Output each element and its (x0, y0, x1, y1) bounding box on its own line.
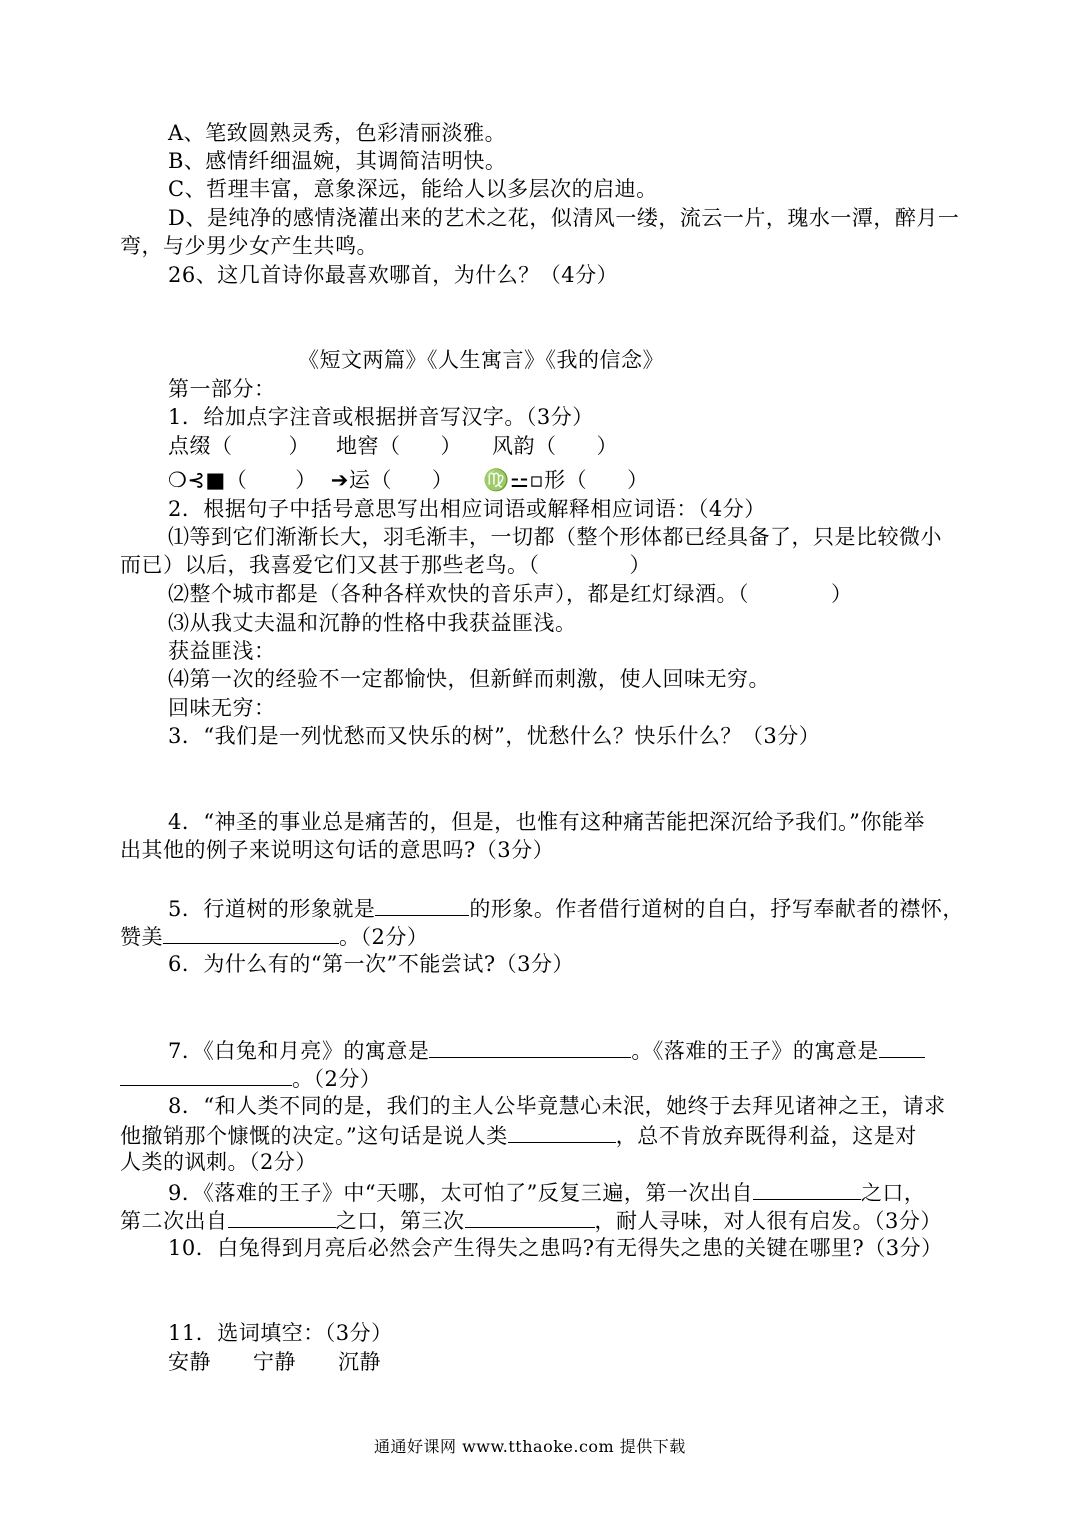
question-8-line1: 8．“和人类不同的是，我们的主人公毕竟慧心未泯，她终于去拜见诸神之王，请求 (168, 1094, 946, 1118)
word-dijiao: 地窖（ (336, 434, 401, 458)
question-2-1-line2 (120, 551, 651, 579)
question-7-text: 7．《白兔和月亮》的寓意是 (168, 1039, 430, 1063)
question-2-2-text: ⑵整个城市都是（各种各样欢快的音乐声），都是红灯绿酒。（ (168, 582, 749, 606)
question-2-4-label: 回味无穷： (168, 696, 276, 720)
answer-blank[interactable] (508, 1120, 616, 1143)
bracket-close: ） (431, 468, 454, 492)
question-8-line3: 人类的讽刺。（2分） (120, 1150, 317, 1174)
question-26: 26、这几首诗你最喜欢哪首，为什么？（4分） (168, 263, 619, 287)
question-5-line2 (120, 921, 428, 951)
question-6: 6．为什么有的“第一次”不能尝试?（3分） (168, 952, 574, 976)
question-8-text: 他撤销那个慷慨的决定。”这句话是说人类 (120, 1124, 508, 1148)
question-2-1-line1: ⑴等到它们渐渐长大，羽毛渐丰，一切都（整个形体都已经具备了，只是比较微小 (168, 525, 942, 549)
answer-blank[interactable] (120, 1063, 292, 1086)
section-title: 《短文两篇》《人生寓言》《我的信念》 (298, 348, 664, 372)
question-7-line1 (168, 1035, 925, 1065)
question-9-text: 第二次出自 (120, 1209, 228, 1233)
answer-blank[interactable] (163, 921, 339, 944)
question-1-row-1 (168, 432, 618, 460)
question-2-3: ⑶从我丈夫温和沉静的性格中我获益匪浅。 (168, 611, 577, 635)
question-2: 2．根据句子中括号意思写出相应词语或解释相应词语：（4分） (168, 497, 766, 521)
word-choice: 沉静 (338, 1350, 381, 1374)
part-one-label: 第一部分： (168, 377, 276, 401)
answer-blank[interactable] (879, 1035, 925, 1058)
question-3: 3．“我们是一列忧愁而又快乐的树”，忧愁什么？快乐什么？（3分） (168, 724, 821, 748)
question-5-text: 赞美 (120, 925, 163, 949)
bracket-close: ） (627, 468, 649, 492)
question-9-text: 9．《落难的王子》中“天哪，太可怕了”反复三遍，第一次出自 (168, 1181, 753, 1205)
question-8-text: ，总不肯放弃既得利益，这是对 (615, 1124, 917, 1148)
option-a: A、笔致圆熟灵秀，色彩清丽淡雅。 (168, 121, 507, 145)
answer-blank[interactable] (465, 1205, 595, 1228)
question-11-word-choices (168, 1348, 381, 1376)
question-2-1-text: 而已）以后，我喜爱它们又甚于那些老鸟。（ (120, 553, 540, 577)
pinyin-item-2: ➔运（ (330, 468, 392, 492)
question-5-text: 5．行道树的形象就是 (168, 897, 376, 921)
question-9-text: 之口，第三次 (335, 1209, 465, 1233)
question-9-line2 (120, 1205, 942, 1235)
question-1: 1．给加点字注音或根据拼音写汉字。（3分） (168, 405, 594, 429)
question-2-4: ⑷第一次的经验不一定都愉快，但新鲜而刺激，使人回味无穷。 (168, 667, 770, 691)
bracket-close: ） (629, 553, 651, 577)
question-4-line2: 出其他的例子来说明这句话的意思吗?（3分） (120, 838, 555, 862)
question-4-line1: 4．“神圣的事业总是痛苦的，但是，也惟有这种痛苦能把深沉给予我们。”你能举 (168, 810, 925, 834)
question-7-text: 。《落难的王子》的寓意是 (631, 1039, 879, 1063)
bracket-close: ） (288, 434, 310, 458)
question-5-text: 的形象。作者借行道树的自白，抒写奉献者的襟怀， (469, 897, 964, 921)
word-choice: 安静 (168, 1350, 211, 1374)
option-c: C、哲理丰富，意象深远，能给人以多层次的启迪。 (168, 177, 658, 201)
option-d-line2: 弯，与少男少女产生共鸣。 (120, 234, 378, 258)
bracket-close: ） (831, 582, 853, 606)
question-5-text: 。（2分） (339, 925, 429, 949)
pinyin-item-3: ♍⚍▫形（ (483, 468, 588, 492)
option-b: B、感情纤细温婉，其调简洁明快。 (168, 149, 507, 173)
question-2-2 (168, 580, 853, 608)
question-2-3-label: 获益匪浅： (168, 639, 276, 663)
question-9-text: ，耐人寻味，对人很有启发。（3分） (594, 1209, 942, 1233)
word-choice: 宁静 (253, 1350, 296, 1374)
bracket-close: ） (440, 434, 462, 458)
word-fengyun: 风韵（ (492, 434, 557, 458)
answer-blank[interactable] (753, 1177, 861, 1200)
question-9-line1 (168, 1177, 925, 1207)
pinyin-item-1: ❍⊰■（ (168, 468, 248, 492)
word-dianzhui: 点缀（ (168, 434, 233, 458)
option-d-line1: D、是纯净的感情浇灌出来的艺术之花，似清风一缕，流云一片，瑰水一潭，醉月一 (168, 206, 960, 230)
question-1-row-2 (168, 466, 649, 494)
bracket-close: ） (295, 468, 317, 492)
question-8-line2 (120, 1120, 917, 1150)
answer-blank[interactable] (429, 1035, 631, 1058)
bracket-close: ） (596, 434, 618, 458)
answer-blank[interactable] (228, 1205, 336, 1228)
answer-blank[interactable] (375, 893, 469, 916)
question-11: 11．选词填空：（3分） (168, 1321, 393, 1345)
question-7-text: 。（2分） (292, 1067, 382, 1091)
question-9-text: 之口， (860, 1181, 926, 1205)
question-10: 10．白兔得到月亮后必然会产生得失之患吗?有无得失之患的关键在哪里?（3分） (168, 1236, 943, 1260)
question-5-line1 (168, 893, 964, 923)
question-7-line2 (120, 1063, 381, 1093)
page-footer: 通通好课网 www.tthaoke.com 提供下载 (374, 1437, 686, 1456)
